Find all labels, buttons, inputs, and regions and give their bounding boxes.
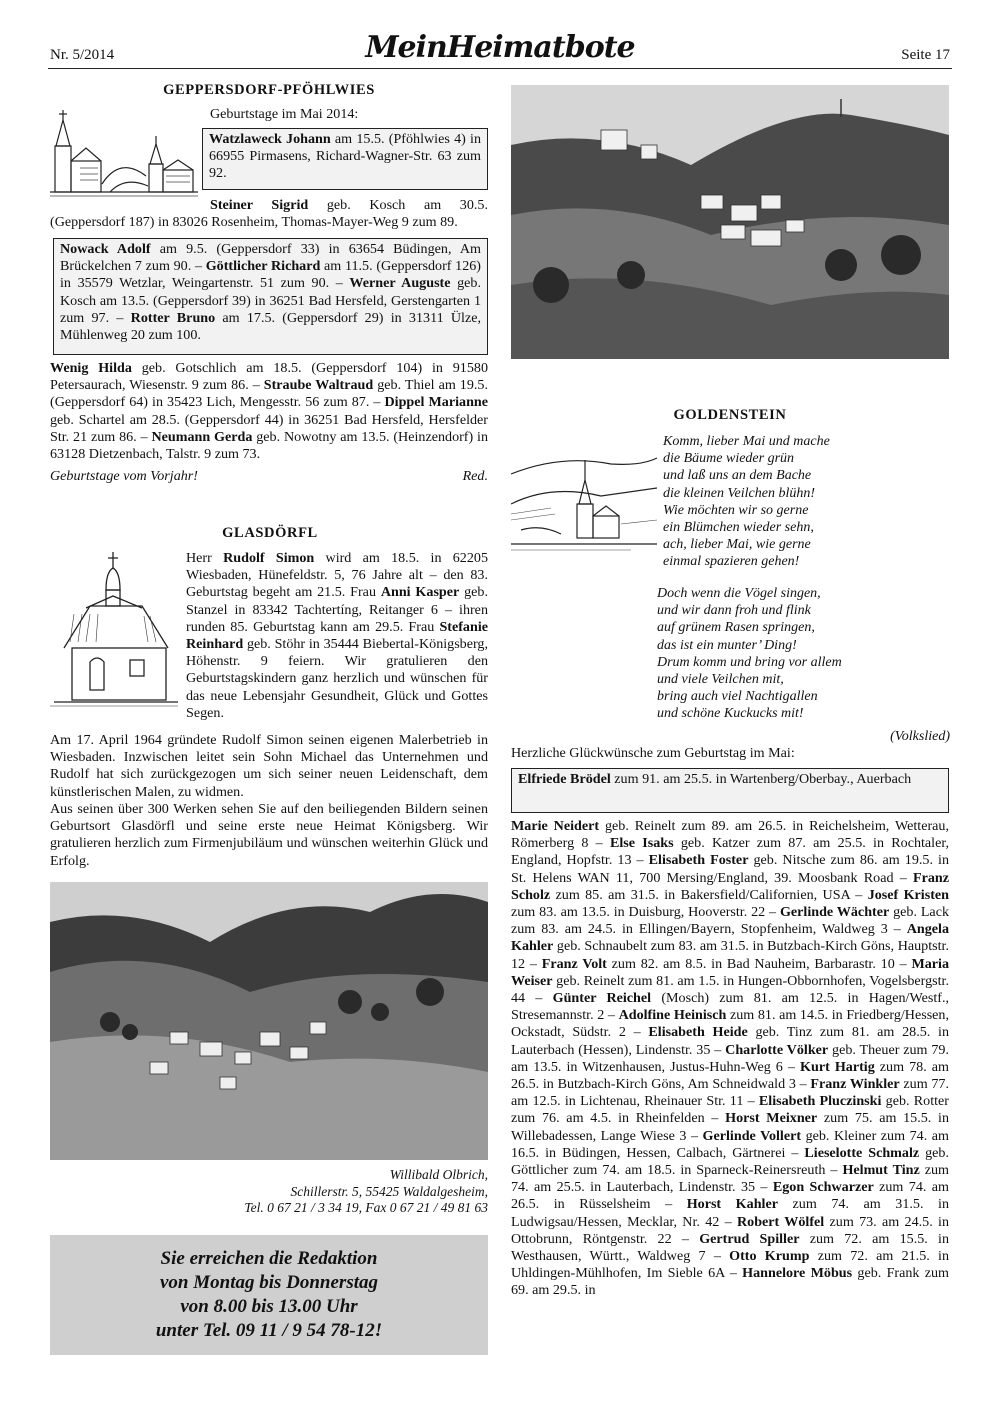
- person-name: Charlotte Völker: [725, 1041, 829, 1058]
- painting-glasdoerfl: [50, 882, 488, 1160]
- person-name: Franz Volt: [541, 955, 607, 972]
- poem-line: und viele Veilchen mit,: [657, 672, 784, 688]
- person-details: zum 75. am 15.5. in Willebadessen, Lange Wiese 3 –: [511, 1110, 949, 1144]
- person-name: Rotter Bruno: [130, 309, 216, 326]
- text: geb. Stanzel in 83342 Tachtertíng, Reitanger 6 – ihren runden 85. Geburtstag kann am 29.5. Frau: [186, 584, 488, 635]
- poem-line: die Bäume wieder grün: [663, 451, 795, 467]
- section-title-glasdoerfl: GLASDÖRFL: [222, 525, 318, 541]
- person-name: Werner Auguste: [349, 275, 451, 292]
- person-details: geb. Kosch am 30.5. (Geppersdorf 187) in 83026 Rosenheim, Thomas-Mayer-Weg 9 zum 89.: [50, 197, 488, 231]
- person-name: Egon Schwarzer: [772, 1179, 874, 1196]
- person-name: Neumann Gerda: [151, 428, 253, 445]
- signature-phone: Tel. 0 67 21 / 3 34 19, Fax 0 67 21 / 49 81 63: [244, 1200, 488, 1215]
- goldenstein-illustration: [511, 444, 657, 556]
- footnote-row: [50, 468, 488, 485]
- person-name: Franz Winkler: [810, 1076, 900, 1093]
- person-name: Josef Kristen: [867, 886, 949, 903]
- person-name: Horst Meixner: [725, 1110, 818, 1127]
- person-details: geb. Rotter zum 76. am 4.5. in Rheinfelden –: [511, 1093, 949, 1127]
- glasdoerfl-paragraph-3: Aus seinen über 300 Werken sehen Sie auf den beiliegenden Bildern seinen Geburtsort Glasdörfl und seine erste neue Heimat Königsberg. Wir gratulieren herzlich zum Firmenjubiläum und wünschen weiterhin Glück und Erfolg.: [50, 801, 488, 869]
- entries-wenig-neumann: [50, 360, 488, 463]
- poem-line: und wir dann froh und flink: [657, 603, 811, 619]
- masthead-title: MeinHeimatbote: [365, 30, 635, 65]
- text: wird am 18.5. in 62205 Wiesbaden, Hünefeldstr. 5, 76 Jahre alt – den 83. Geburtstag begeht am 21.5. Frau: [186, 550, 488, 601]
- person-name: Maria Weiser: [511, 955, 950, 989]
- poem-line: auf grünem Rasen springen,: [657, 620, 815, 636]
- poem-line: Doch wenn die Vögel singen,: [657, 586, 821, 601]
- entry-steiner: [50, 197, 488, 231]
- person-details: zum 81. am 14.5. in Friedberg/Hessen, Ockstadt, Südstr. 2 –: [511, 1007, 950, 1041]
- person-details: geb. Kosch am 13.5. (Geppersdorf 39) in 36251 Bad Hersfeld, Gerstengarten 1 zum 97. –: [60, 275, 481, 326]
- person-details: geb. Frank zum 69. am 29.5. in: [511, 1265, 950, 1299]
- person-name: Nowack Adolf: [60, 241, 151, 257]
- person-details: am 15.5. (Pföhlwies 4) in 66955 Pirmasens, Richard-Wagner-Str. 63 zum 92.: [209, 131, 481, 182]
- section-title-goldenstein: GOLDENSTEIN: [673, 407, 787, 423]
- person-name: Otto Krump: [729, 1248, 810, 1265]
- signature-address: Schillerstr. 5, 55425 Waldalgesheim,: [290, 1183, 488, 1199]
- person-details: zum 91. am 25.5. in Wartenberg/Oberbay., Auerbach: [610, 771, 912, 787]
- person-details: am 11.5. (Geppersdorf 126) in 35579 Wetzlar, Weingartenstr. 51 zum 90. –: [60, 258, 481, 292]
- header-rule: [48, 68, 952, 69]
- person-name: Stefanie Reinhard: [186, 618, 488, 653]
- poem-line: Wie möchten wir so gerne: [663, 502, 809, 518]
- poem-line: und laß uns an dem Bache: [663, 468, 812, 484]
- person-name: Watzlaweck Johann: [209, 131, 331, 147]
- person-details: geb. Kleiner zum 74. am 16.5. in Büdingen, Hessen, Calbach, Gärtnerei –: [511, 1127, 949, 1161]
- person-details: geb. Katzer zum 87. am 25.5. in Rochtaler, England, Hopfstr. 13 –: [511, 835, 950, 869]
- person-details: zum 82. am 8.5. in Bad Nauheim, Barbarastr. 10 –: [606, 955, 912, 972]
- poem-stanza-2: [657, 585, 917, 723]
- poem-line: einmal spazieren gehen!: [663, 554, 800, 570]
- editor-mark: Red.: [462, 468, 488, 484]
- person-details: geb. Theuer zum 79. am 13.5. in Witzenhausen, Justus-Huhn-Weg 6 –: [511, 1041, 949, 1075]
- person-name: Rudolf Simon: [223, 550, 315, 566]
- person-name: Steiner Sigrid: [210, 197, 309, 213]
- footnote: Geburtstage vom Vorjahr!: [50, 468, 198, 484]
- person-name: Helmut Tinz: [842, 1162, 920, 1179]
- painting-koenigsberg: [511, 85, 949, 359]
- person-details: zum 85. am 31.5. in Bakersfield/Californien, USA –: [550, 886, 868, 903]
- glasdoerfl-paragraph-1: [50, 550, 488, 722]
- person-details: zum 74. am 26.5. in Rüsselsheim –: [511, 1179, 949, 1213]
- person-name: Anni Kasper: [380, 584, 460, 601]
- section-title-geppersdorf: GEPPERSDORF-PFÖHLWIES: [163, 82, 375, 98]
- poem-line: die kleinen Veilchen blühn!: [663, 485, 815, 501]
- person-details: zum 72. am 21.5. in Uhldingen-Mühlhofen, Im Sieble 6A –: [511, 1248, 949, 1282]
- person-name: Elisabeth Pluczinski: [758, 1093, 882, 1110]
- poem-line: ach, lieber Mai, wie gerne: [663, 537, 811, 553]
- page-number: Seite 17: [901, 47, 950, 63]
- highlight-box-nowack: [53, 238, 488, 355]
- person-name: Gerlinde Vollert: [702, 1127, 802, 1144]
- poem-line: und schöne Kuckucks mit!: [657, 706, 804, 722]
- person-details: zum 83. am 13.5. in Duisburg, Hooverstr. 22 –: [511, 904, 780, 921]
- person-details: zum 74. am 25.5. in Lauterbach, Lindenstr. 35 –: [511, 1162, 949, 1196]
- person-details: geb. Reinelt zum 89. am 26.5. in Reichelsheim, Wetterau, Römerberg 8 –: [511, 818, 949, 852]
- poem-line: ein Blümchen wieder sehn,: [663, 520, 814, 536]
- person-details: am 9.5. (Geppersdorf 33) in 63654 Büdingen, Am Brückelchen 7 zum 90. –: [60, 241, 481, 275]
- person-details: zum 74. am 31.5. in Ludwigsau/Hessen, Mecklar, Nr. 42 –: [511, 1196, 950, 1230]
- person-name: Gerlinde Wächter: [779, 904, 890, 921]
- goldenstein-intro: Herzliche Glückwünsche zum Geburtstag im Mai:: [511, 745, 795, 761]
- person-name: Göttlicher Richard: [205, 258, 321, 275]
- person-details: zum 78. am 26.5. in Butzbach-Kirch Göns, Am Schneidwald 3 –: [511, 1058, 950, 1093]
- person-name: Elfriede Brödel: [518, 771, 611, 787]
- person-name: Lieselotte Schmalz: [804, 1144, 920, 1161]
- birthday-intro: Geburtstage im Mai 2014:: [210, 106, 359, 122]
- person-name: Gertrud Spiller: [699, 1230, 800, 1247]
- poem-stanza-1: [663, 433, 903, 571]
- person-details: (Mosch) zum 81. am 12.5. in Hagen/Westf., Stresemannstr. 2 –: [511, 990, 950, 1024]
- person-name: Dippel Marianne: [384, 394, 488, 411]
- person-name: Elisabeth Foster: [648, 852, 749, 869]
- highlight-box-broedel: [511, 768, 949, 813]
- person-name: Else Isaks: [609, 835, 674, 852]
- person-details: zum 73. am 24.5. in Ottobrunn, Röntgenstr. 22 –: [511, 1213, 949, 1247]
- person-details: geb. Reinelt zum 81. am 1.5. in Hungen-Obbornhofen, Vogelsbergstr. 44 –: [511, 972, 949, 1007]
- person-name: Straube Waltraud: [263, 377, 374, 394]
- person-name: Angela Kahler: [511, 921, 949, 955]
- person-details: geb. Nowotny am 13.5. (Heinzendorf) in 63128 Dietzenbach, Talstr. 9 zum 73.: [50, 428, 488, 463]
- contact-line-2: von Montag bis Donnerstag: [159, 1272, 379, 1293]
- contact-line-1: Sie erreichen die Redaktion: [160, 1248, 378, 1269]
- person-details: geb. Nitsche zum 86. am 19.5. in St. Helens WAN 11, 700 Mersing/England, 39. Moosbank Road –: [511, 852, 950, 886]
- person-details: geb. Lack zum 83. am 24.5. in Ellingen/Bayern, Stopfenheim, Waldweg 3 –: [511, 904, 949, 938]
- person-name: Horst Kahler: [686, 1196, 778, 1213]
- person-details: geb. Schnaubelt zum 83. am 31.5. in Butzbach-Kirch Göns, Hauptstr. 12 –: [511, 938, 949, 972]
- person-name: Elisabeth Heide: [648, 1024, 748, 1041]
- poem-line: das ist ein munter’ Ding!: [657, 637, 797, 653]
- person-details: zum 77. am 12.5. in Lichtenau, Rheinauer Str. 11 –: [511, 1076, 949, 1110]
- person-details: geb. Tinz zum 81. am 28.5. in Lauterbach (Hessen), Lindenstr. 35 –: [511, 1024, 949, 1058]
- text: geb. Stöhr in 35444 Biebertal-Königsberg, Höhenstr. 9 feiern. Wir gratulieren den Geburtstagskindern ganz herzlich und wünschen für das neue Lebensjahr Gesundheit, Glück und Gottes Segen.: [186, 636, 488, 721]
- goldenstein-birthday-list: [511, 818, 949, 1300]
- signature-block: [50, 1167, 488, 1217]
- person-details: geb. Göttlicher zum 74. am 18.5. in Sparneck-Reinersreuth –: [511, 1144, 949, 1179]
- editorial-contact-box: [50, 1235, 488, 1355]
- poem-line: Komm, lieber Mai und mache: [663, 434, 830, 449]
- text: Herr: [186, 550, 224, 566]
- person-name: Wenig Hilda: [50, 360, 132, 376]
- person-details: am 17.5. (Geppersdorf 29) in 31311 Ülze, Mühlenweg 20 zum 100.: [60, 309, 482, 344]
- person-name: Adolfine Heinisch: [618, 1007, 727, 1024]
- person-details: geb. Thiel am 19.5. (Geppersdorf 64) in 35423 Lich, Mengesstr. 56 zum 87. –: [50, 377, 488, 411]
- person-details: geb. Schartel am 28.5. (Geppersdorf 44) in 36251 Bad Hersfeld, Hersfelder Str. 21 zum 86. –: [50, 411, 488, 445]
- contact-line-4: unter Tel. 09 11 / 9 54 78-12!: [155, 1320, 383, 1341]
- person-name: Kurt Hartig: [800, 1058, 875, 1075]
- contact-line-3: von 8.00 bis 13.00 Uhr: [180, 1296, 358, 1317]
- person-name: Franz Scholz: [511, 869, 949, 903]
- poem-line: Drum komm und bring vor allem: [657, 654, 842, 670]
- person-details: zum 72. am 15.5. in Westhausen, Württ., Waldweg 7 –: [511, 1230, 950, 1265]
- highlight-box-watzlaweck: [202, 128, 488, 190]
- church-illustration-geppersdorf: [50, 106, 198, 200]
- person-name: Günter Reichel: [552, 990, 652, 1007]
- signature-name: Willibald Olbrich,: [389, 1167, 488, 1182]
- poem-line: bring auch viel Nachtigallen: [657, 689, 818, 705]
- person-name: Robert Wölfel: [736, 1213, 825, 1230]
- poem-source: (Volkslied): [890, 729, 950, 744]
- person-name: Hannelore Möbus: [742, 1265, 853, 1282]
- person-details: geb. Gotschlich am 18.5. (Geppersdorf 104) in 91580 Petersaurach, Wiesenstr. 9 zum 86. –: [50, 360, 488, 394]
- person-name: Marie Neidert: [511, 818, 600, 834]
- glasdoerfl-paragraph-2: Am 17. April 1964 gründete Rudolf Simon seinen eigenen Malerbetrieb in Wiesbaden. Inzwischen leitet sein Sohn Michael das Unternehmen und Rudolf hat sich zurückgezogen um sich seiner neuen Leidenschaft, dem künstlerischen Malen, zu widmen.: [50, 732, 488, 800]
- issue-number: Nr. 5/2014: [50, 47, 115, 63]
- illustration-spacer: [50, 550, 186, 710]
